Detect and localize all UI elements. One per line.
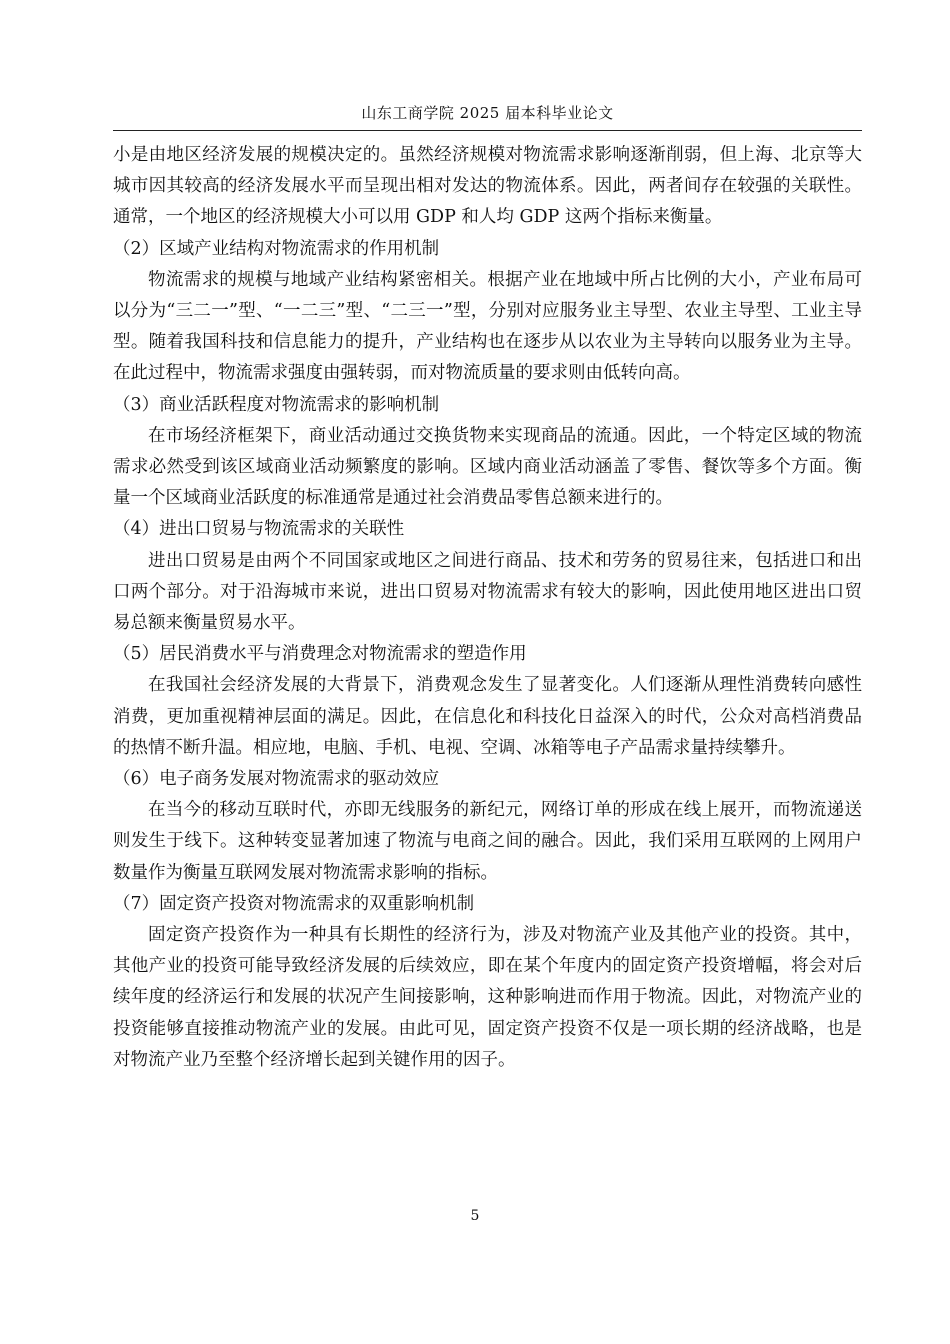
section-paragraph-7: 固定资产投资作为一种具有长期性的经济行为，涉及对物流产业及其他产业的投资。其中，其他产业的投资可能导致经济发展的后续效应，即在某个年度内的固定资产投资增幅，将会对后续年度的经济运行和发展的状况产生间接影响，这种影响进而作用于物流。因此，对物流产业的投资能够直接推动物流产业的发展。由此可见，固定资产投资不仅是一项长期的经济战略，也是对物流产业乃至整个经济增长起到关键作用的因子。 [113, 925, 862, 1070]
section-paragraph-2: 物流需求的规模与地域产业结构紧密相关。根据产业在地域中所占比例的大小，产业布局可以分为“三二一”型、“一二三”型、“二三一”型，分别对应服务业主导型、农业主导型、工业主导型。随着我国科技和信息能力的提升，产业结构也在逐步从以农业为主导转向以服务业为主导。在此过程中，物流需求强度由强转弱，而对物流质量的要求则由低转向高。 [113, 269, 862, 384]
document-body [113, 140, 862, 1076]
paragraph-intro: 小是由地区经济发展的规模决定的。虽然经济规模对物流需求影响逐渐削弱，但上海、北京等大城市因其较高的经济发展水平而呈现出相对发达的物流体系。因此，两者间存在较强的关联性。通常，一个地区的经济规模大小可以用 GDP 和人均 GDP 这两个指标来衡量。 [113, 145, 862, 228]
section-heading-5: （5）居民消费水平与消费理念对物流需求的塑造作用 [113, 644, 527, 665]
section-paragraph-3: 在市场经济框架下，商业活动通过交换货物来实现商品的流通。因此，一个特定区域的物流需求必然受到该区域商业活动频繁度的影响。区域内商业活动涵盖了零售、餐饮等多个方面。衡量一个区域商业活跃度的标准通常是通过社会消费品零售总额来进行的。 [113, 425, 862, 509]
section-heading-3: （3）商业活跃程度对物流需求的影响机制 [113, 394, 440, 415]
section-heading-6: （6）电子商务发展对物流需求的驱动效应 [113, 769, 440, 790]
page-header [113, 103, 862, 131]
page-number: 5 [470, 1208, 480, 1224]
section-paragraph-5: 在我国社会经济发展的大背景下，消费观念发生了显著变化。人们逐渐从理性消费转向感性消费，更加重视精神层面的满足。因此，在信息化和科技化日益深入的时代，公众对高档消费品的热情不断升温。相应地，电脑、手机、电视、空调、冰箱等电子产品需求量持续攀升。 [113, 675, 862, 758]
section-paragraph-6: 在当今的移动互联时代，亦即无线服务的新纪元，网络订单的形成在线上展开，而物流递送则发生于线下。这种转变显著加速了物流与电商之间的融合。因此，我们采用互联网的上网用户数量作为衡量互联网发展对物流需求影响的指标。 [113, 800, 862, 883]
section-heading-4: （4）进出口贸易与物流需求的关联性 [113, 519, 405, 540]
section-heading-2: （2）区域产业结构对物流需求的作用机制 [113, 238, 440, 259]
section-paragraph-4: 进出口贸易是由两个不同国家或地区之间进行商品、技术和劳务的贸易往来，包括进口和出口两个部分。对于沿海城市来说，进出口贸易对物流需求有较大的影响，因此使用地区进出口贸易总额来衡量贸易水平。 [113, 550, 862, 634]
section-heading-7: （7）固定资产投资对物流需求的双重影响机制 [113, 893, 475, 914]
header-title: 山东工商学院 2025 届本科毕业论文 [361, 104, 614, 122]
